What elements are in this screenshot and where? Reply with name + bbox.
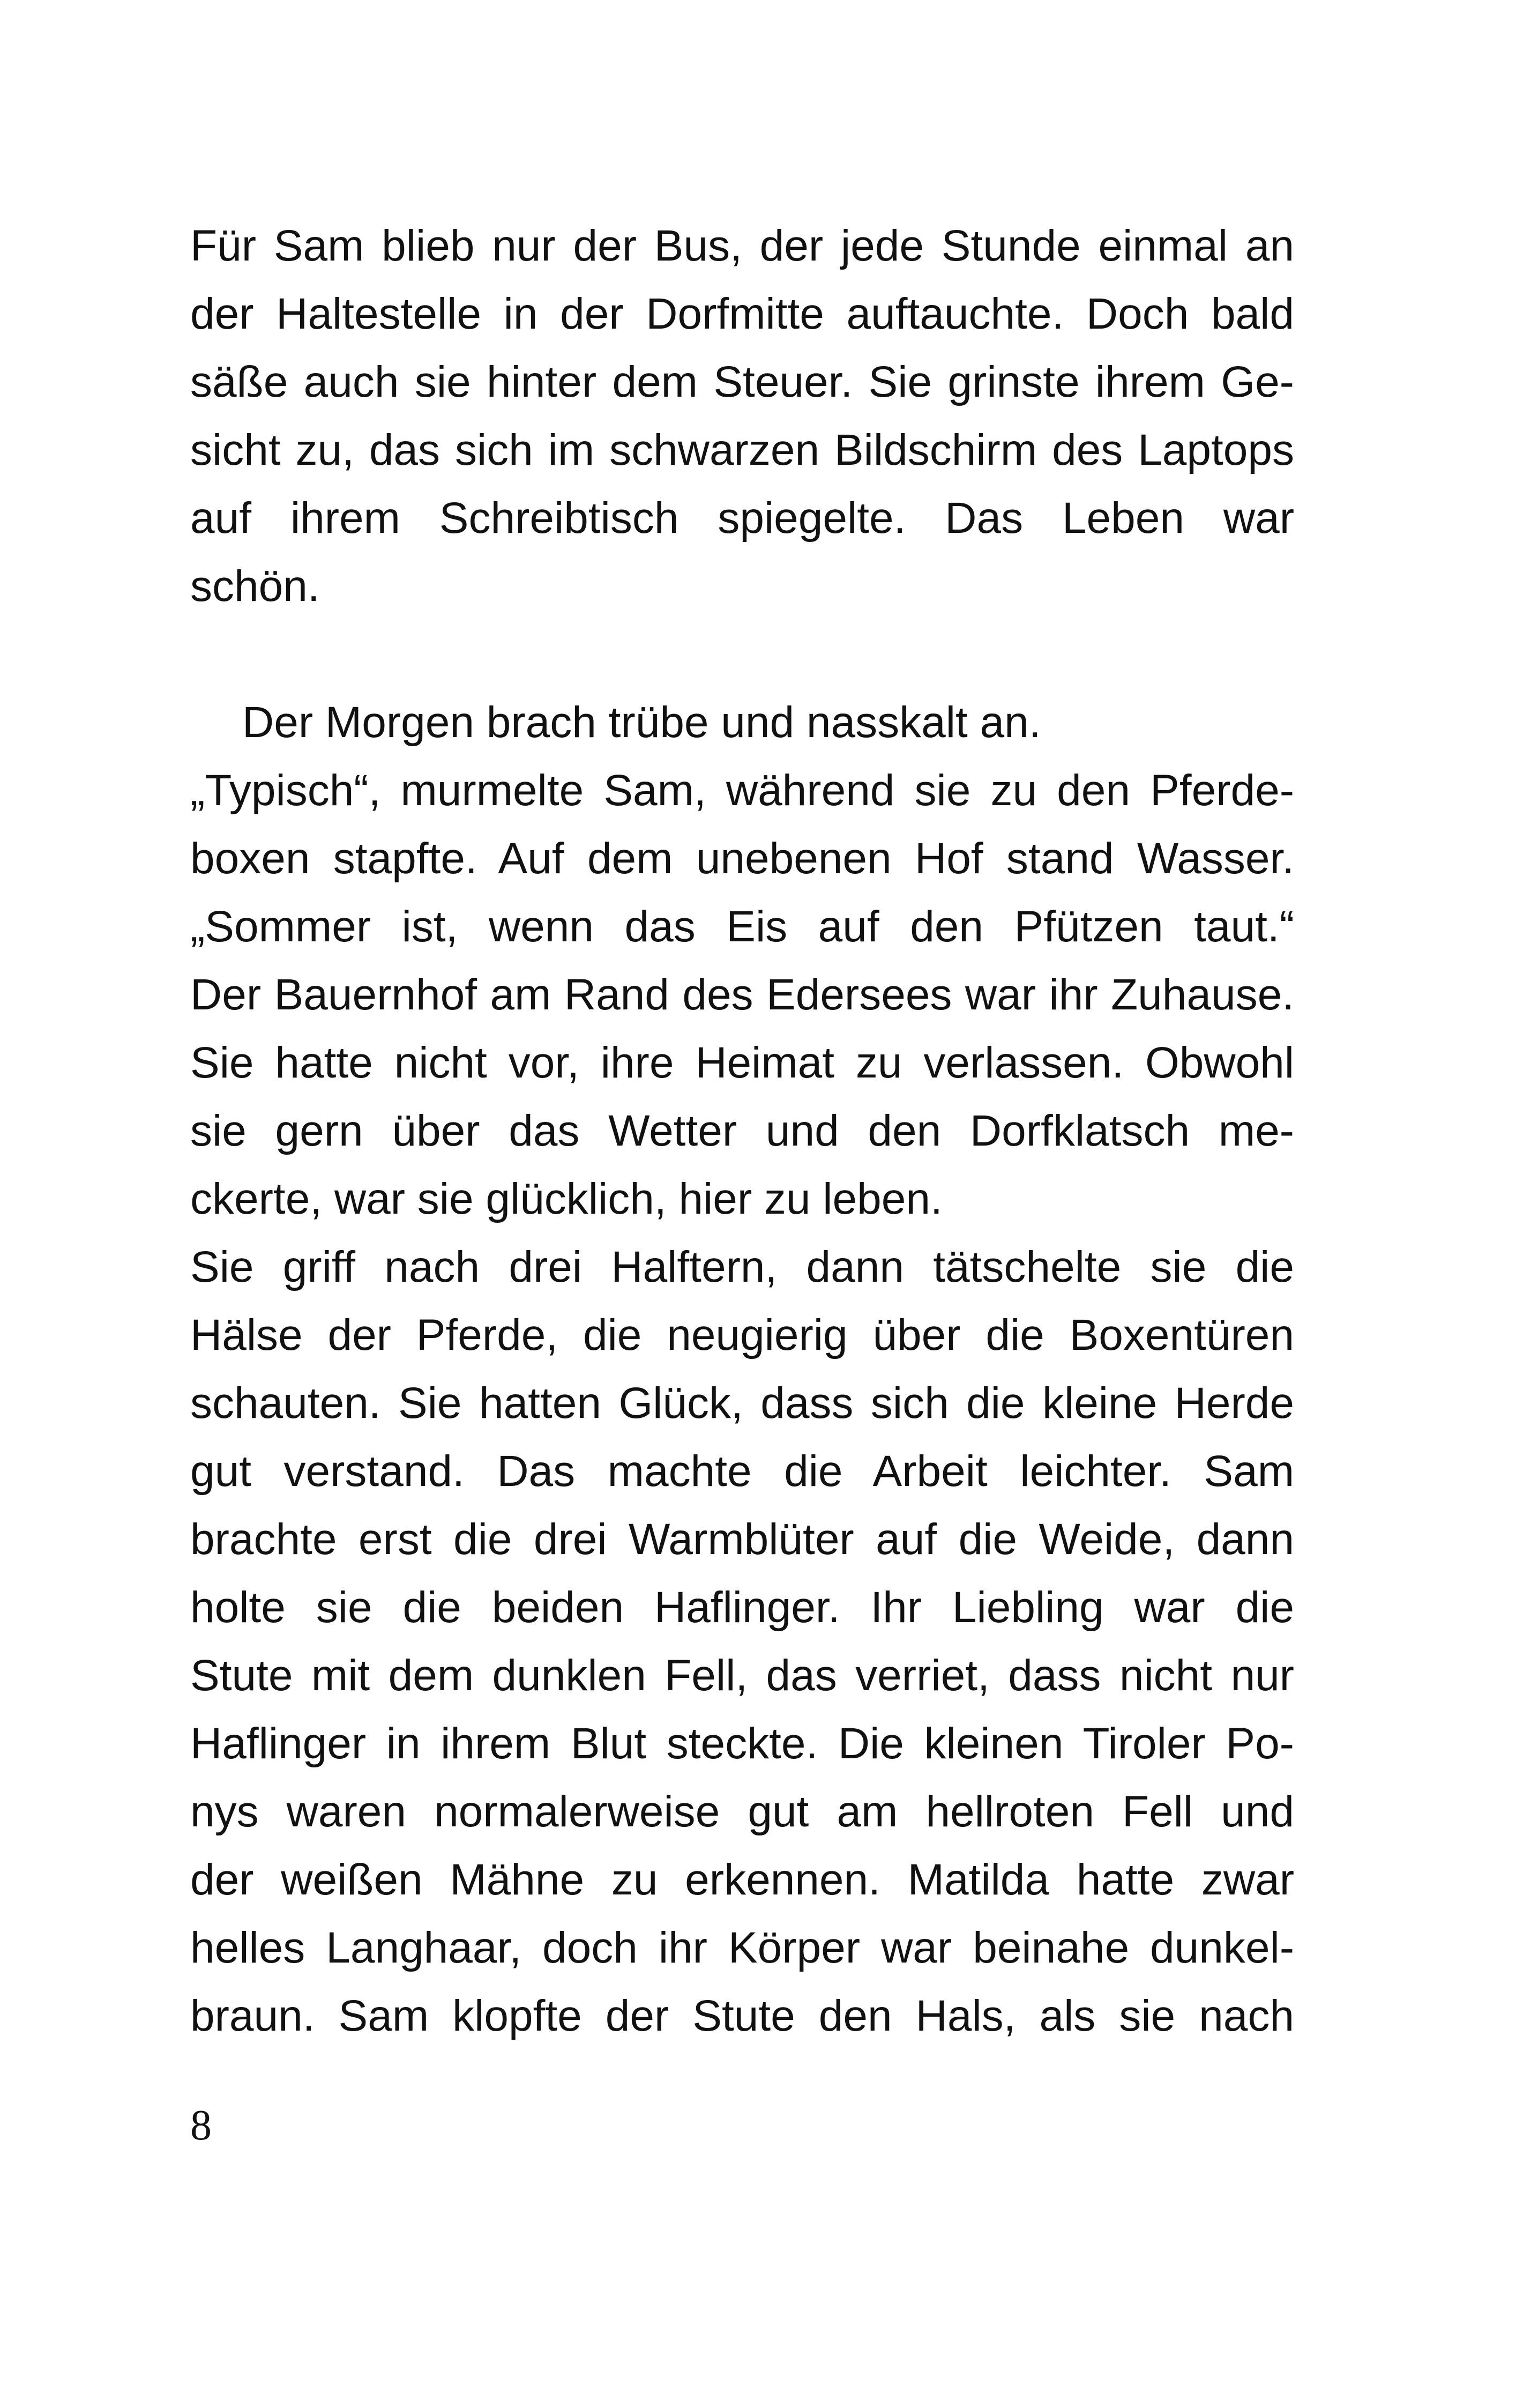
text-line: Stute mit dem dunklen Fell, das verriet, dass nicht nur bbox=[190, 1651, 1294, 1700]
page-number: 8 bbox=[190, 2102, 212, 2149]
text-line: Der Morgen brach trübe und nasskalt an. bbox=[242, 698, 1041, 747]
text-line: sicht zu, das sich im schwarzen Bildschirm des Laptops bbox=[190, 426, 1294, 474]
paragraph-2 bbox=[190, 688, 1294, 756]
text-line: Haflinger in ihrem Blut steckte. Die kleinen Tiroler Po- bbox=[190, 1719, 1294, 1768]
text-line: auf ihrem Schreibtisch spiegelte. Das Leben war bbox=[190, 494, 1294, 542]
text-line: Der Bauernhof am Rand des Edersees war ihr Zuhause. bbox=[190, 970, 1294, 1019]
paragraph-4 bbox=[190, 1233, 1294, 2050]
text-line: „Sommer ist, wenn das Eis auf den Pfützen taut.“ bbox=[190, 902, 1294, 951]
text-line: nys waren normalerweise gut am hellroten Fell und bbox=[190, 1787, 1294, 1836]
text-line: Sie griff nach drei Halftern, dann tätschelte sie die bbox=[190, 1243, 1294, 1291]
text-line: gut verstand. Das machte die Arbeit leichter. Sam bbox=[190, 1447, 1294, 1496]
text-line: Für Sam blieb nur der Bus, der jede Stunde einmal an bbox=[190, 221, 1294, 270]
text-line: Sie hatte nicht vor, ihre Heimat zu verlassen. Obwohl bbox=[190, 1038, 1294, 1087]
text-line: der weißen Mähne zu erkennen. Matilda hatte zwar bbox=[190, 1855, 1294, 1904]
text-line: sie gern über das Wetter und den Dorfklatsch me- bbox=[190, 1106, 1294, 1155]
text-line: schön. bbox=[190, 562, 320, 611]
body-text bbox=[190, 212, 1294, 2050]
text-line: der Haltestelle in der Dorfmitte auftauchte. Doch bald bbox=[190, 289, 1294, 338]
text-line: brachte erst die drei Warmblüter auf die Weide, dann bbox=[190, 1515, 1294, 1564]
text-line: braun. Sam klopfte der Stute den Hals, als sie nach bbox=[190, 1991, 1294, 2040]
paragraph-3 bbox=[190, 756, 1294, 1233]
text-line: helles Langhaar, doch ihr Körper war beinahe dunkel- bbox=[190, 1923, 1294, 1972]
text-line: „Typisch“, murmelte Sam, während sie zu den Pferde- bbox=[190, 766, 1294, 815]
text-line: säße auch sie hinter dem Steuer. Sie grinste ihrem Ge- bbox=[190, 358, 1294, 406]
text-line: ckerte, war sie glücklich, hier zu leben. bbox=[190, 1175, 943, 1223]
text-line: boxen stapfte. Auf dem unebenen Hof stand Wasser. bbox=[190, 834, 1294, 883]
text-line: holte sie die beiden Haflinger. Ihr Liebling war die bbox=[190, 1583, 1294, 1632]
paragraph-gap bbox=[190, 620, 1294, 688]
text-line: schauten. Sie hatten Glück, dass sich die kleine Herde bbox=[190, 1379, 1294, 1428]
text-line: Hälse der Pferde, die neugierig über die Boxentüren bbox=[190, 1311, 1294, 1359]
paragraph-1 bbox=[190, 212, 1294, 620]
